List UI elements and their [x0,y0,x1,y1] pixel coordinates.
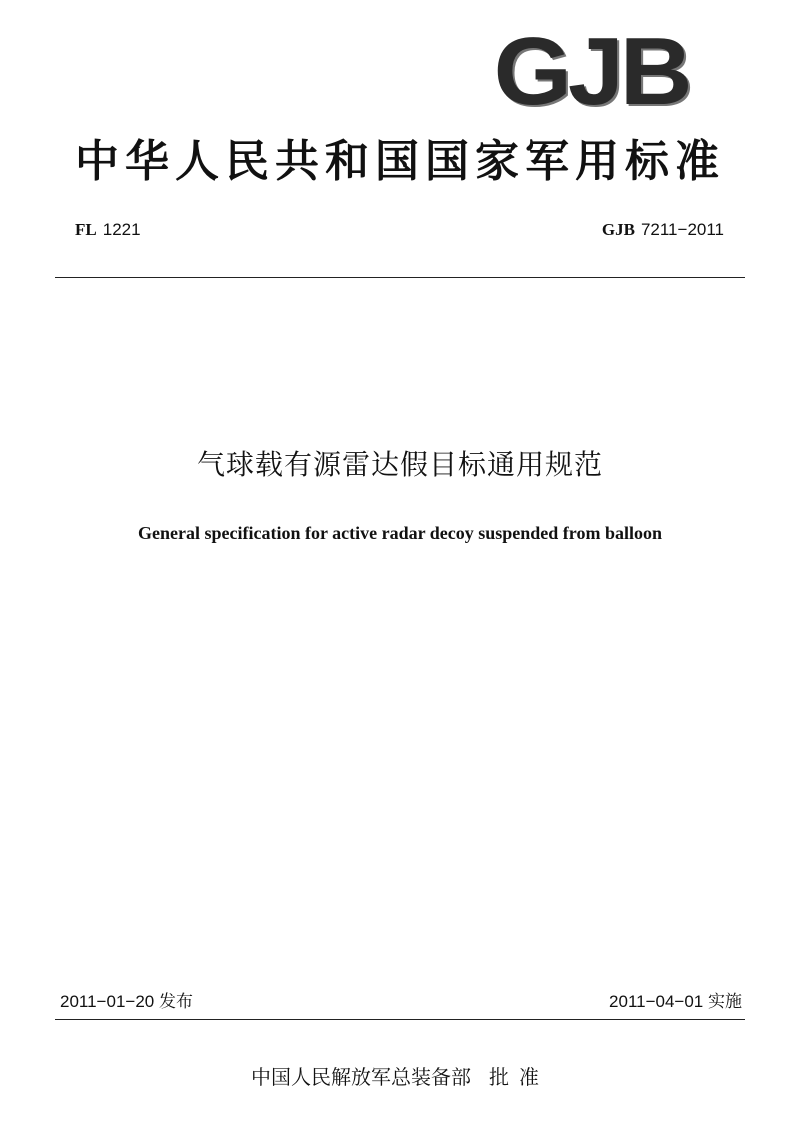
bottom-divider [55,1019,745,1020]
document-title-cn: 气球载有源雷达假目标通用规范 [196,448,603,481]
organization-title: 中华人民共和国国家军用标准 [75,136,725,187]
document-title-en: General specification for active radar decoy suspended from balloon [138,523,662,543]
gjb-logo-text: GJB [493,18,689,125]
standard-number: 7211−2011 [640,220,724,239]
issue-date: 2011−01−20 发布 [60,992,193,1011]
fl-label: FL [75,220,97,239]
approver-name: 中国人民解放军总装备部 [251,1065,471,1089]
standard-code [602,220,724,240]
top-divider [55,277,745,278]
approval-line [0,1063,800,1091]
standard-label: GJB [601,220,635,239]
gjb-logo [478,18,704,125]
approval-verb: 批准 [489,1065,549,1089]
implementation-date: 2011−04−01 实施 [609,992,742,1011]
fl-classification-code [75,220,141,240]
fl-number: 1221 [102,220,141,239]
